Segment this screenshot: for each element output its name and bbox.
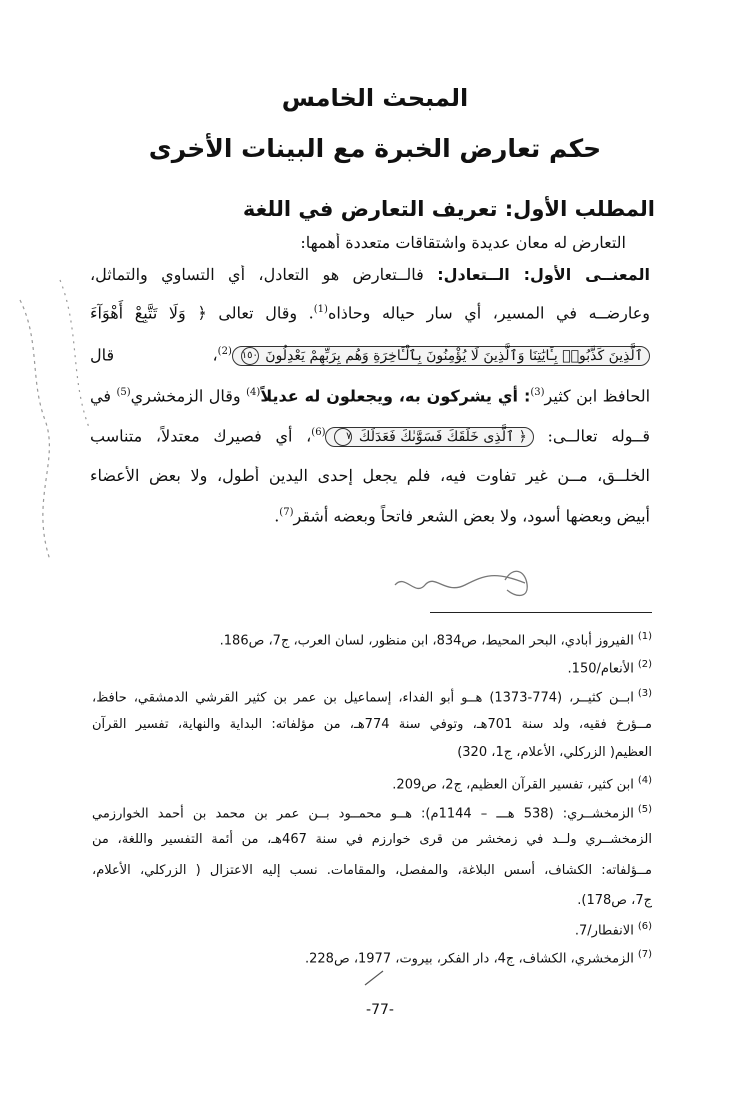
first-meaning-label: المعنــى الأول: الــتعادل:	[437, 265, 650, 284]
footnote-1	[92, 628, 652, 649]
body-line-7	[90, 503, 650, 526]
body-text: وقال الزمخشري	[130, 386, 247, 406]
footnote-3-line-2: مــؤرخ فقيه، ولد سنة 701هـ، وتوفي سنة 774هـ، من مؤلفاته: البداية والنهاية، تفسير القرآن	[92, 717, 652, 732]
footnote-5-line-4: ج7، ص178).	[577, 893, 652, 908]
footnote-5-line-3: مــؤلفاته: الكشاف، أسس البلاغة، والمفصل، والمقامات. نسب إليه الاعتزال ( الزركلي، الأعلام،	[92, 863, 652, 878]
body-text: أبيض وبعضها أسود، ولا بعض الشعر فاتحاً وبعضه أشقر	[293, 506, 650, 526]
footnote-text: الانفطار/7.	[574, 923, 634, 939]
footnote-text: ابن كثير، تفسير القرآن العظيم، ج2، ص209.	[392, 777, 634, 793]
footnote-ref[interactable]: (4)	[246, 387, 261, 398]
footnote-5	[92, 801, 652, 822]
body-text: ، أي فصيرك معتدلاً، متناسب	[90, 426, 312, 446]
subsection-heading: المطلب الأول: تعريف التعارض في اللغة	[242, 197, 655, 221]
footnote-ref[interactable]: (7)	[279, 507, 294, 518]
body-line-4	[90, 383, 650, 406]
footnote-number: (7)	[637, 949, 652, 960]
footnote-ref[interactable]: (1)	[313, 304, 328, 315]
body-text: وعارضــه في المسير، أي سار حياله وحاذاه	[327, 303, 650, 323]
footnote-number: (5)	[637, 804, 653, 815]
section-heading: المبحث الخامس	[281, 84, 469, 112]
footnote-separator	[430, 612, 652, 613]
tafsir-quote: : أي يشركون به، ويجعلون له عديلاً	[260, 386, 531, 406]
footnote-ref[interactable]: (6)	[311, 427, 326, 438]
body-text: . وقال تعالى	[218, 303, 314, 323]
quran-verse-frame	[232, 346, 650, 366]
body-line-6: الخلــق، مــن غير تفاوت فيه، فلم يجعل إحدى اليدين أطول، ولا بعض الأعضاء	[90, 466, 650, 485]
body-line-5	[90, 423, 650, 447]
footnote-2	[92, 656, 652, 677]
intro-paragraph: التعارض له معان عديدة واشتقاقات متعددة أهمها:	[300, 233, 626, 252]
footnote-ref[interactable]: (5)	[116, 387, 131, 398]
quran-verse: ٱلَّذِينَ كَذَّبُوا۟ بِـَٔايَٰتِنَا وَٱلَّذِينَ لَا يُؤْمِنُونَ بِٱلْـَٔاخِرَةِ وَهُم بِرَبِّهِمْ يَعْدِلُونَ	[265, 348, 643, 365]
footnote-5-line-2: الزمخشــري ولــد في زمخشر من قرى خوارزم في سنة 467هـ، من أئمة التفسير واللغة، من	[92, 832, 652, 847]
body-text: .	[274, 506, 280, 526]
quran-verse: ﴿ ٱلَّذِى خَلَقَكَ فَسَوَّىٰكَ فَعَدَلَكَ	[358, 429, 527, 446]
ayah-number: ٧	[334, 428, 352, 446]
quran-verse-frame	[325, 427, 533, 447]
chapter-title: حكم تعارض الخبرة مع البينات الأخرى	[148, 134, 602, 163]
footnote-3	[92, 685, 652, 706]
footnote-number: (6)	[637, 921, 652, 932]
footnote-text: الزمخشري، الكشاف، ج4، دار الفكر، بيروت، 1977، ص228.	[305, 951, 634, 967]
ayah-number: ١٥٠	[241, 347, 259, 365]
footnote-4	[92, 772, 652, 793]
page-number: -77-	[366, 1002, 394, 1018]
footnote-number: (3)	[637, 688, 652, 699]
footnote-7	[92, 946, 652, 967]
footnote-ref[interactable]: (2)	[217, 346, 232, 357]
footnote-number: (2)	[637, 659, 652, 670]
footnote-text: الزمخشــري: (538 هـــ – 1144م): هــو محمــود بــن عمر بن محمد بن أحمد الخوارزمي	[92, 806, 634, 822]
footnote-number: (4)	[637, 775, 652, 786]
footnote-6	[92, 918, 652, 939]
body-line-3	[90, 342, 650, 366]
body-text: ، قال	[90, 345, 218, 365]
body-text: قــوله تعالــى:	[547, 426, 650, 446]
footnote-text: الفيروز أبادي، البحر المحيط، ص834، ابن منظور، لسان العرب، ج7، ص186.	[219, 633, 634, 649]
footnote-number: (1)	[637, 631, 652, 642]
quran-verse: ﴿ وَلَا تَتَّبِعْ أَهْوَآءَ	[90, 303, 207, 323]
body-line-2	[90, 300, 650, 323]
body-text: في	[90, 386, 117, 406]
footnote-3-line-3: العظيم( الزركلي، الأعلام، ج1، 320)	[457, 745, 652, 760]
body-text: الحافظ ابن كثير	[544, 386, 650, 406]
body-text: فالــتعارض هو التعادل، أي التساوي والتماثل،	[90, 265, 424, 284]
footnote-text: ابــن كثيــر، (774-1373) هــو أبو الفداء، إسماعيل بن عمر بن كثير القرشي الدمشقي، حافظ،	[92, 690, 634, 706]
footnote-ref[interactable]: (3)	[530, 387, 545, 398]
footnote-text: الأنعام/150.	[567, 661, 634, 677]
body-line-1	[90, 265, 650, 285]
